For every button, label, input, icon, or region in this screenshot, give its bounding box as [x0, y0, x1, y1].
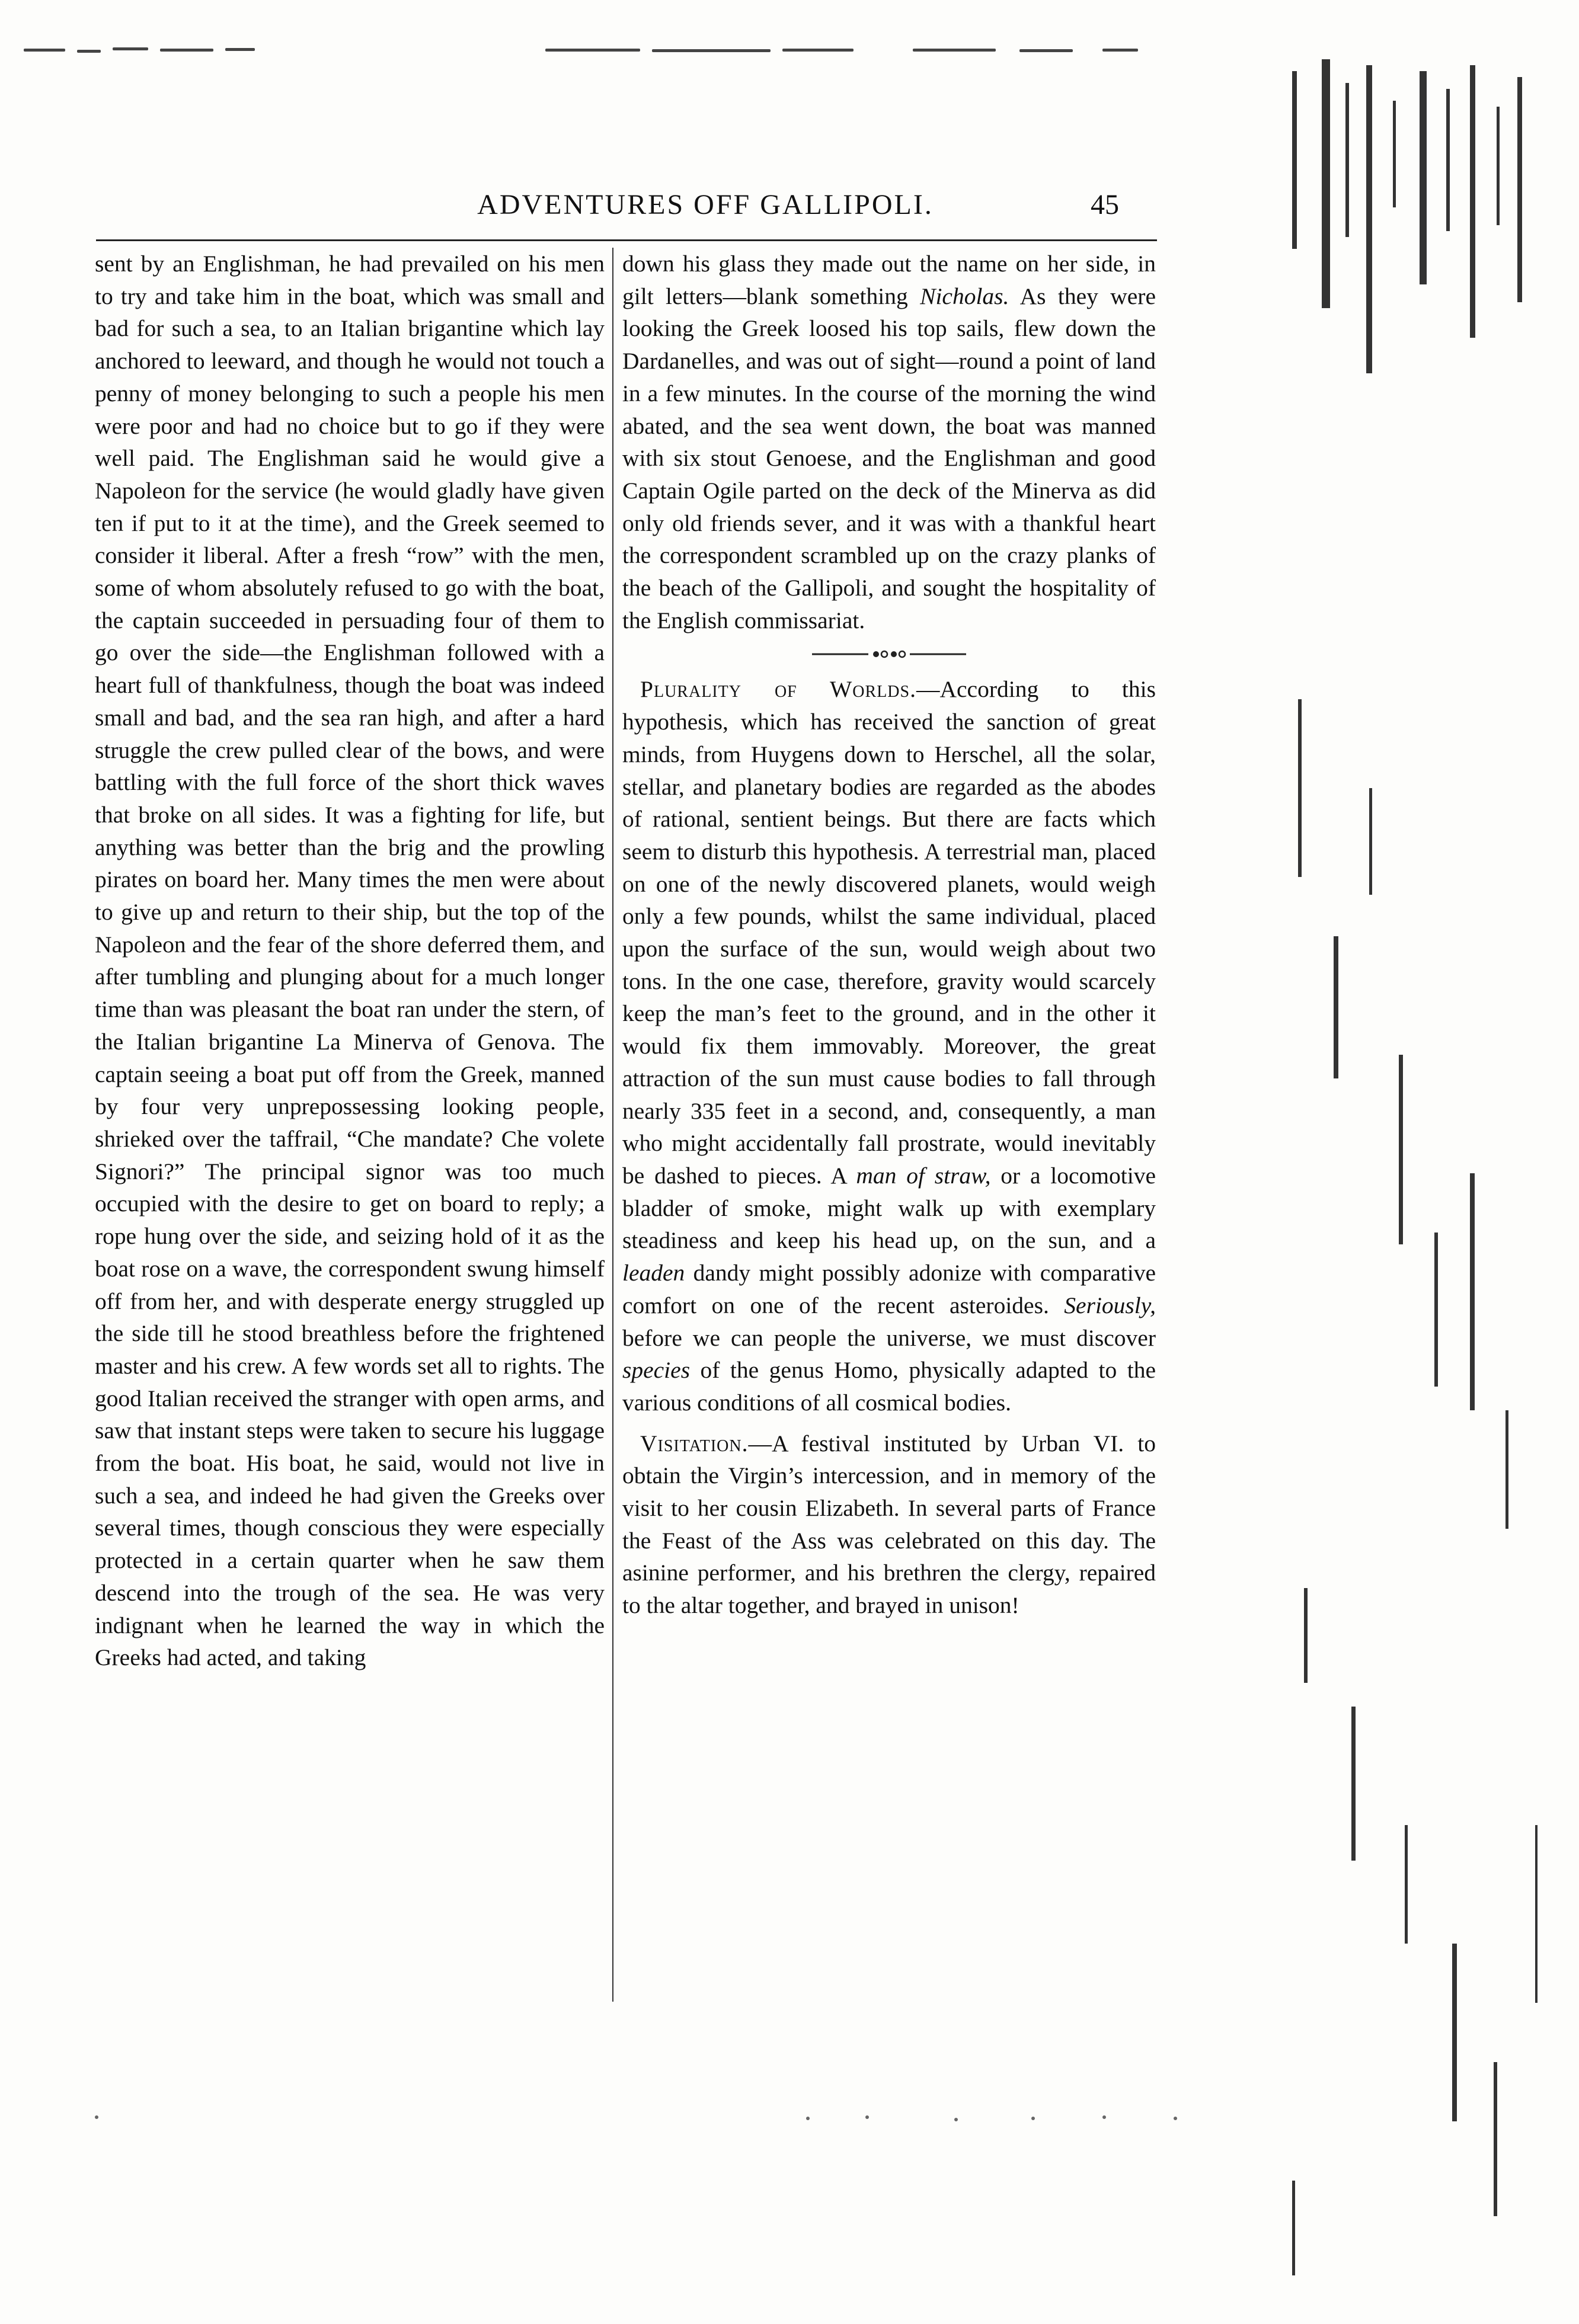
header-rule — [96, 239, 1157, 241]
plurality-italic-3: Seriously, — [1064, 1292, 1156, 1318]
plurality-text-1: —According to this hypothesis, which has received the sanction of great minds, from Huygens down to Herschel, all the solar, stellar, and planetary bodies are regarded as the abodes of rational, sentient beings. But there are facts which seem to disturb this hypothesis. A terrestrial man, placed on one of the newly discovered planets, would weigh only a few pounds, whilst the same individual, placed upon the surface of the sun, would weigh about two tons. In the one case, therefore, gravity would scarcely keep the man’s feet to the ground, and in the other it would fix them immovably. Moreover, the great attraction of the sun must cause bodies to fall through nearly 335 feet in a second, and, consequently, a man who might accidentally fall prostrate, would inevitably be dashed to pieces. A — [622, 676, 1156, 1189]
left-column-text: sent by an Englishman, he had prevailed on his men to try and take him in the boat, which was small and bad for such a sea, to an Italian brigantine which lay anchored to leeward, and though he would not touch a penny of money belonging to such a people his men were poor and had no choice but to go if they were well paid. The Englishman said he would give a Napoleon for the service (he would gladly have given ten if put to it at the time), and the Greek seemed to consider it liberal. After a fresh “row” with the men, some of whom absolutely refused to go with the boat, the captain succeeded in persuading four of them to go over the side—the Englishman followed with a heart full of thankfulness, though the boat was indeed small and bad, and the sea ran high, and after a hard struggle the crew pulled clear of the bows, and were battling with the full force of the short thick waves that broke on all sides. It was a fighting for life, but anything was better than the brig and the prowling pirates on board her. Many times the men were about to give up and return to their ship, but the top of the Napoleon and the fear of the shore deferred them, and after tumbling and plunging about for a much longer time than was pleasant the boat ran under the stern, of the Italian brigantine La Minerva of Genova. The captain seeing a boat put off from the Greek, manned by four very unprepossessing looking people, shrieked over the taffrail, “Che mandate? Che volete Signori?” The principal signor was too much occupied with the desire to get on board to reply; a rope hung over the side, and seizing hold of it as the boat rose on a wave, the correspondent swung himself off from her, and with desperate energy struggled up the side till he stood breathless before the frightened master and his crew. A few words set all to rights. The good Italian received the stranger with open arms, and saw that instant steps were taken to secure his luggage from the boat. His boat, he said, would not live in such a sea, and indeed he had given the Greeks over several times, though conscious they were especially protected in a certain quarter when he saw them descend into the trough of the sea. He was very indignant when he learned the way in which the Greeks had acted, and taking — [95, 251, 605, 1671]
binding-edge — [1257, 47, 1579, 2324]
plurality-text-5: of the genus Homo, physically adapted to the various conditions of all cosmical bodies. — [622, 1357, 1156, 1416]
plurality-italic-4: species — [622, 1357, 691, 1384]
plurality-heading: Plurality of Worlds. — [640, 676, 916, 703]
plurality-text-4: before we can people the universe, we must discover — [622, 1324, 1156, 1351]
ornament-rule-icon — [812, 647, 966, 661]
scan-noise-bottom — [95, 2109, 1221, 2133]
visitation-text: —A festival instituted by Urban VI. to obtain the Virgin’s intercession, and in memory of the visit to her cousin Elizabeth. In several parts of France the Feast of the Ass was celebrated on this day. The asinine performer, and his brethren the clergy, repaired to the altar together, and brayed in unison! — [622, 1430, 1156, 1619]
plurality-italic-2: leaden — [622, 1260, 685, 1286]
plurality-text-3: dandy might possibly adonize with comparative comfort on one of the recent asteroides. — [622, 1260, 1156, 1318]
continuation-text-b: As they were looking the Greek loosed his top sails, flew down the Dardanelles, and was out of sight—round a point of land in a few minutes. In the course of the morning the wind abated, and the sea went down, the boat was manned with six stout Genoese, and the Englishman and good Captain Ogile parted on the deck of the Minerva as did only old friends sever, and it was with a thankful heart the correspondent scrambled up on the crazy planks of the beach of the Gallipoli, and sought the hospitality of the English commissariat. — [622, 283, 1156, 633]
left-column — [95, 248, 605, 2002]
continuation-paragraph — [622, 248, 1156, 636]
section-ornament — [622, 647, 1156, 665]
scan-noise-top — [24, 41, 1239, 59]
plurality-text-2: or a locomotive bladder of smoke, might walk up with exemplary steadiness and keep his head up, on the sun, and a — [622, 1162, 1156, 1254]
ship-name: Nicholas. — [920, 283, 1009, 309]
plurality-of-worlds-paragraph — [622, 673, 1156, 1419]
running-title: ADVENTURES OFF GALLIPOLI. — [477, 189, 934, 220]
visitation-heading: Visitation. — [640, 1430, 749, 1456]
continuation-text-a: down his glass they made out the name on her side, in gilt letters—blank something — [622, 251, 1156, 309]
visitation-paragraph — [622, 1427, 1156, 1622]
plurality-italic-1: man of straw, — [856, 1162, 991, 1189]
page-number: 45 — [1091, 189, 1119, 220]
right-column — [622, 248, 1156, 2002]
column-divider — [612, 248, 613, 2002]
